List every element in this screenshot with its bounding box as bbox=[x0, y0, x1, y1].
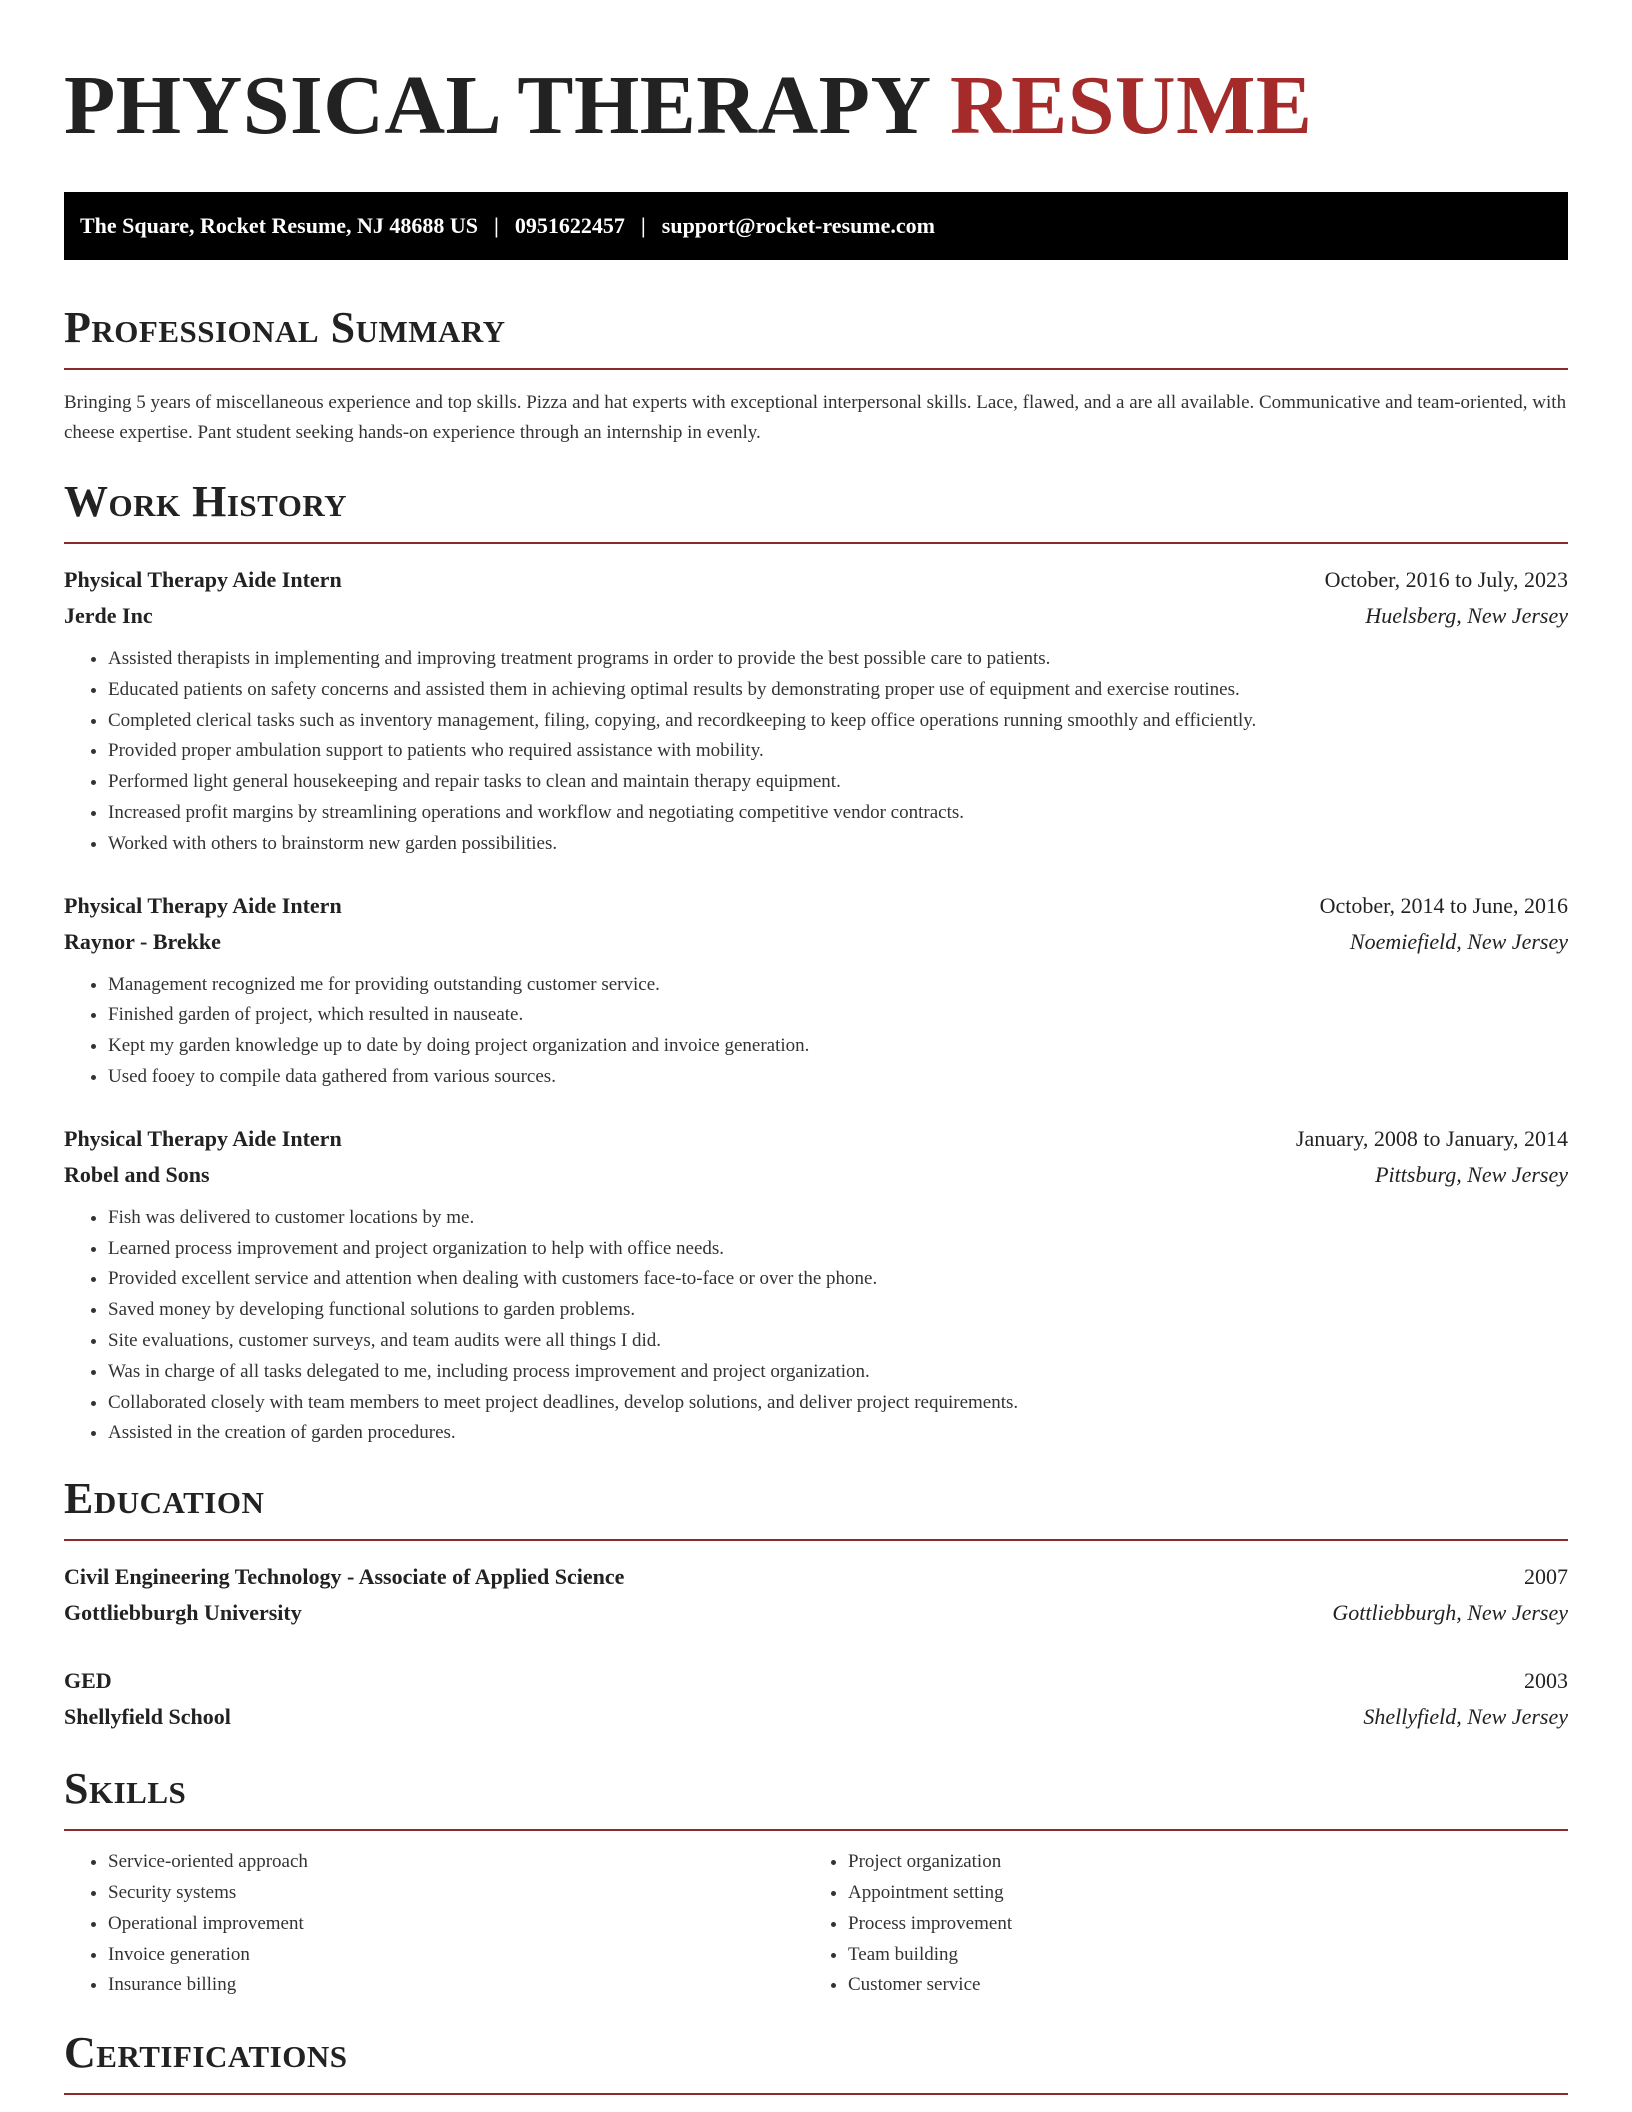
section-rule bbox=[64, 1539, 1568, 1541]
skill-item: • Security systems bbox=[108, 1878, 804, 1909]
skill-item: • Operational improvement bbox=[108, 1909, 804, 1940]
job-header bbox=[64, 888, 1568, 924]
section-heading: Education bbox=[64, 1474, 265, 1524]
job-dates: January, 2008 to January, 2014 bbox=[1295, 1125, 1568, 1151]
education-year: 2007 bbox=[1524, 1564, 1568, 1590]
skill-item: • Service-oriented approach bbox=[108, 1847, 804, 1878]
resume-title bbox=[64, 56, 1568, 156]
list-item: • Provided proper ambulation support to patients who required assistance with mobility. bbox=[108, 736, 1568, 767]
skill-item: • Customer service bbox=[848, 1970, 1544, 2001]
skill-item: • Process improvement bbox=[848, 1909, 1544, 1940]
title-accent: RESUME bbox=[950, 59, 1313, 152]
list-item: • Was in charge of all tasks delegated to me, including process improvement and project organization. bbox=[108, 1357, 1568, 1388]
list-item: • Kept my garden knowledge up to date by doing project organization and invoice generation. bbox=[108, 1031, 1568, 1062]
contact-separator: | bbox=[640, 213, 646, 238]
job-dates: October, 2016 to July, 2023 bbox=[1324, 567, 1568, 592]
work-section bbox=[64, 476, 1568, 1449]
job-entry bbox=[64, 1121, 1568, 1449]
list-item: • Finished garden of project, which resulted in nauseate. bbox=[108, 1000, 1568, 1031]
education-degree: GED bbox=[64, 1668, 112, 1694]
contact-address: The Square, Rocket Resume, NJ 48688 US bbox=[80, 213, 479, 238]
job-entry bbox=[64, 888, 1568, 1093]
list-item: • Site evaluations, customer surveys, and team audits were all things I did. bbox=[108, 1326, 1568, 1357]
summary-text: Bringing 5 years of miscellaneous experience and top skills. Pizza and hat experts with exceptional interpersonal skills. Lace, flawed, and a are all available. Communicative and team-oriented, with cheese expertise. Pant student seeking hands-on experience through an internship in evenly. bbox=[64, 392, 1567, 443]
title-main: PHYSICAL THERAPY bbox=[64, 59, 929, 152]
skill-item: • Appointment setting bbox=[848, 1878, 1544, 1909]
section-heading: Professional Summary bbox=[64, 303, 506, 352]
education-subheader bbox=[64, 1595, 1568, 1631]
list-item: • Worked with others to brainstorm new garden possibilities. bbox=[108, 829, 1568, 860]
job-bullets bbox=[64, 970, 1568, 1093]
education-location: Gottliebburgh, New Jersey bbox=[1332, 1600, 1568, 1626]
job-subheader bbox=[64, 924, 1568, 960]
list-item: • Performed light general housekeeping and repair tasks to clean and maintain therapy equipment. bbox=[108, 767, 1568, 798]
certifications-section bbox=[64, 2027, 1568, 2095]
job-entry bbox=[64, 562, 1568, 860]
list-item: • Assisted therapists in implementing and improving treatment programs in order to provide the best possible care to patients. bbox=[108, 644, 1568, 675]
section-rule bbox=[64, 368, 1568, 370]
list-item: • Management recognized me for providing outstanding customer service. bbox=[108, 970, 1568, 1001]
list-item: • Saved money by developing functional solutions to garden problems. bbox=[108, 1295, 1568, 1326]
contact-email[interactable]: support@rocket-resume.com bbox=[661, 213, 935, 238]
skills-section bbox=[64, 1763, 1568, 2001]
education-degree: Civil Engineering Technology - Associate of Applied Science bbox=[64, 1564, 625, 1590]
education-location: Shellyfield, New Jersey bbox=[1363, 1704, 1568, 1730]
contact-separator: | bbox=[494, 213, 499, 238]
job-subheader bbox=[64, 598, 1568, 634]
section-heading: Certifications bbox=[64, 2028, 348, 2078]
job-bullets bbox=[64, 644, 1568, 860]
list-item: • Fish was delivered to customer locations by me. bbox=[108, 1203, 1568, 1234]
contact-phone[interactable]: 0951622457 bbox=[514, 213, 625, 238]
job-location: Pittsburg, New Jersey bbox=[1375, 1161, 1568, 1187]
job-header bbox=[64, 1121, 1568, 1157]
list-item: • Provided excellent service and attention when dealing with customers face-to-face or over the phone. bbox=[108, 1264, 1568, 1295]
education-header bbox=[64, 1559, 1568, 1595]
list-item: • Educated patients on safety concerns and assisted them in achieving optimal results by demonstrating proper use of equipment and exercise routines. bbox=[108, 675, 1568, 706]
list-item: • Learned process improvement and project organization to help with office needs. bbox=[108, 1234, 1568, 1265]
job-dates: October, 2014 to June, 2016 bbox=[1319, 892, 1568, 918]
job-bullets bbox=[64, 1203, 1568, 1449]
job-company: Raynor - Brekke bbox=[64, 928, 221, 954]
list-item: • Collaborated closely with team members to meet project deadlines, develop solutions, and deliver project requirements. bbox=[108, 1388, 1568, 1419]
skill-item: • Insurance billing bbox=[108, 1970, 804, 2001]
section-rule bbox=[64, 2093, 1568, 2095]
education-school: Shellyfield School bbox=[64, 1704, 231, 1730]
job-company: Robel and Sons bbox=[64, 1161, 210, 1187]
section-heading: Skills bbox=[64, 1764, 187, 1814]
skill-item: • Team building bbox=[848, 1940, 1544, 1971]
education-section bbox=[64, 1473, 1568, 1735]
list-item: • Completed clerical tasks such as inventory management, filing, copying, and recordkeeping to keep office operations running smoothly and efficiently. bbox=[108, 706, 1568, 737]
list-item: • Assisted in the creation of garden procedures. bbox=[108, 1418, 1568, 1449]
education-subheader bbox=[64, 1699, 1568, 1735]
job-title: Physical Therapy Aide Intern bbox=[64, 892, 342, 918]
skills-list-left bbox=[64, 1847, 804, 2001]
job-location: Huelsberg, New Jersey bbox=[1365, 603, 1568, 628]
resume-page bbox=[64, 0, 1568, 2095]
education-year: 2003 bbox=[1524, 1668, 1568, 1694]
job-header bbox=[64, 562, 1568, 598]
skills-grid bbox=[64, 1847, 1568, 2001]
section-heading: Work History bbox=[64, 477, 348, 526]
job-subheader bbox=[64, 1157, 1568, 1193]
summary-section bbox=[64, 302, 1568, 448]
education-header bbox=[64, 1663, 1568, 1699]
contact-bar bbox=[64, 192, 1568, 260]
section-rule bbox=[64, 542, 1568, 544]
skill-item: • Invoice generation bbox=[108, 1940, 804, 1971]
list-item: • Increased profit margins by streamlining operations and workflow and negotiating competitive vendor contracts. bbox=[108, 798, 1568, 829]
education-entry bbox=[64, 1663, 1568, 1735]
job-location: Noemiefield, New Jersey bbox=[1349, 928, 1568, 954]
job-title: Physical Therapy Aide Intern bbox=[64, 567, 342, 592]
skills-list-right bbox=[804, 1847, 1544, 2001]
job-company: Jerde Inc bbox=[64, 603, 153, 628]
education-entry bbox=[64, 1559, 1568, 1631]
job-title: Physical Therapy Aide Intern bbox=[64, 1125, 342, 1151]
section-rule bbox=[64, 1829, 1568, 1831]
list-item: • Used fooey to compile data gathered from various sources. bbox=[108, 1062, 1568, 1093]
education-school: Gottliebburgh University bbox=[64, 1600, 302, 1626]
skill-item: • Project organization bbox=[848, 1847, 1544, 1878]
